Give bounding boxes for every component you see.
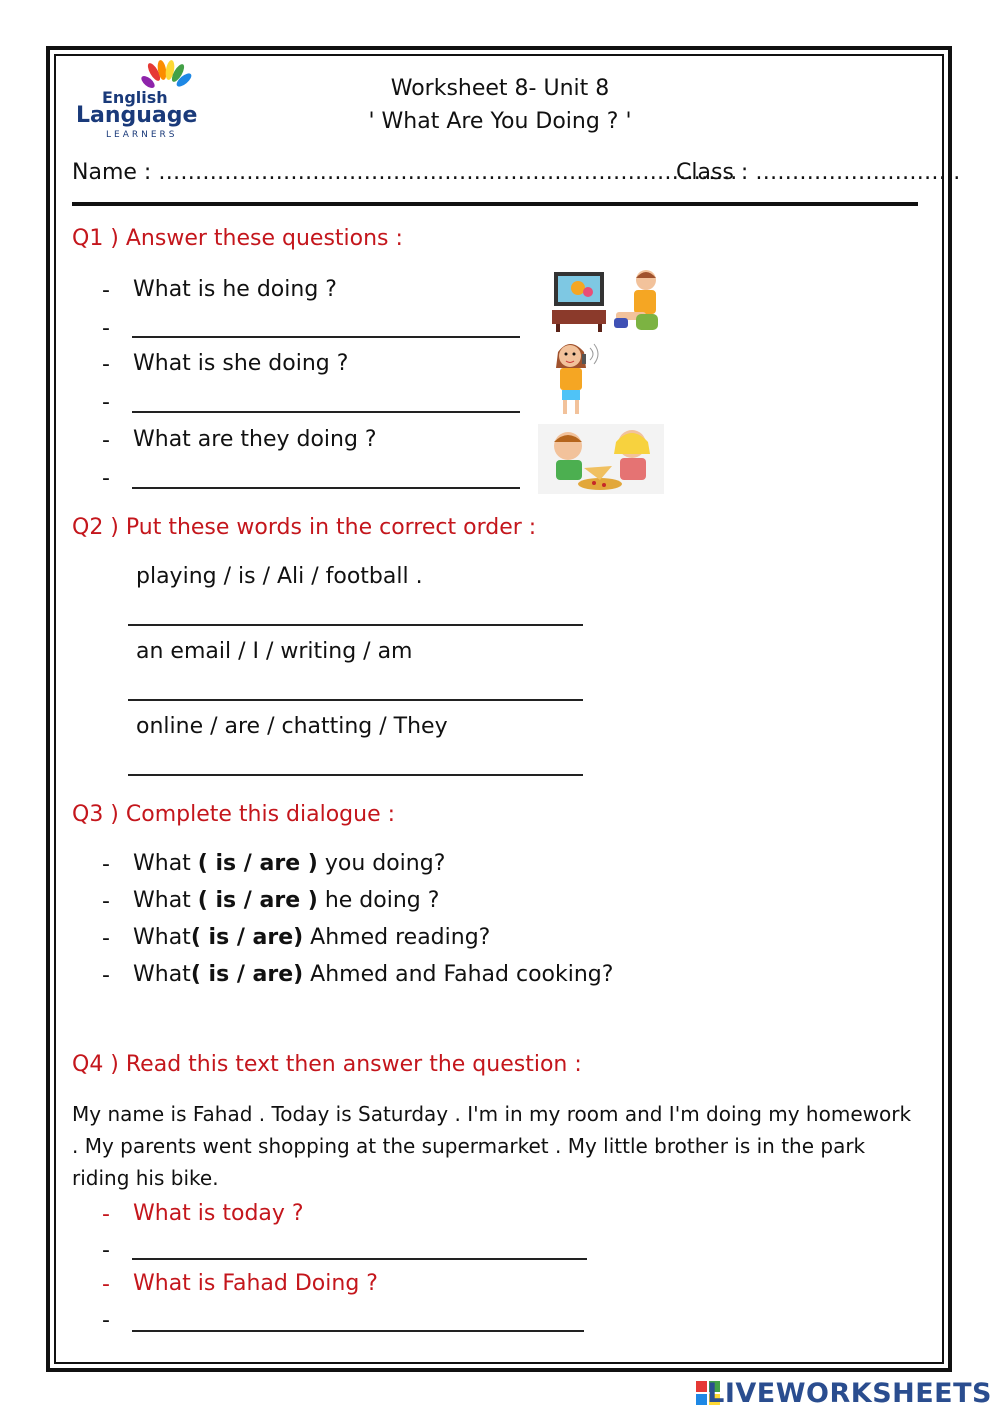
q3-item-2 — [133, 888, 439, 913]
dash: - — [102, 963, 110, 988]
dash: - — [102, 390, 110, 415]
answer-line[interactable] — [132, 411, 520, 413]
class-label: Class : ………………………. — [676, 160, 961, 185]
worksheet-subtitle: ' What Are You Doing ? ' — [368, 109, 632, 134]
answer-line[interactable] — [128, 774, 583, 776]
answer-line[interactable] — [128, 624, 583, 626]
dash: - — [102, 1308, 110, 1333]
q4-question-2: What is Fahad Doing ? — [133, 1271, 378, 1296]
dash: - — [102, 1272, 110, 1297]
q3-heading: Q3 ) Complete this dialogue : — [72, 802, 396, 827]
q3-item-text: Ahmed reading? — [303, 925, 491, 950]
dash: - — [102, 316, 110, 341]
answer-line[interactable] — [128, 699, 583, 701]
dash: - — [102, 889, 110, 914]
answer-line[interactable] — [132, 487, 520, 489]
q2-item-1: playing / is / Ali / football . — [136, 564, 423, 589]
worksheet-title: Worksheet 8- Unit 8 — [390, 76, 610, 101]
header-divider — [72, 202, 918, 206]
q2-item-3: online / are / chatting / They — [136, 714, 448, 739]
q3-choice[interactable]: ( is / are ) — [197, 888, 318, 913]
q1-question-1: What is he doing ? — [133, 277, 337, 302]
logo-line-language: Language — [76, 103, 198, 128]
dash: - — [102, 278, 110, 303]
q3-item-3 — [133, 925, 490, 950]
q3-item-text: What — [133, 925, 191, 950]
dash: - — [102, 352, 110, 377]
reading-passage: My name is Fahad . Today is Saturday . I'm in my room and I'm doing my homework . My parents went shopping at the supermarket . My little brother is in the park riding his bike. — [72, 1102, 912, 1190]
q3-item-text: What — [133, 851, 198, 876]
q3-item-4 — [133, 962, 613, 987]
q3-item-text: Ahmed and Fahad cooking? — [303, 962, 614, 987]
dash: - — [102, 1238, 110, 1263]
kids-eating-pizza-image — [538, 424, 664, 494]
logo-line-english: English — [102, 88, 168, 107]
dash: - — [102, 428, 110, 453]
answer-line[interactable] — [132, 336, 520, 338]
q1-question-3: What are they doing ? — [133, 427, 377, 452]
q4-question-1: What is today ? — [133, 1201, 304, 1226]
answer-line[interactable] — [132, 1258, 587, 1260]
dash: - — [102, 926, 110, 951]
q1-question-2: What is she doing ? — [133, 351, 349, 376]
q3-item-text: he doing ? — [317, 888, 440, 913]
q1-heading: Q1 ) Answer these questions : — [72, 226, 403, 251]
q2-heading: Q2 ) Put these words in the correct order : — [72, 515, 537, 540]
q3-item-text: What — [133, 962, 191, 987]
dash: - — [102, 852, 110, 877]
logo-line-learners: LEARNERS — [106, 130, 178, 140]
q3-choice[interactable]: ( is / are) — [190, 925, 304, 950]
logo — [74, 60, 204, 145]
q3-item-text: you doing? — [317, 851, 446, 876]
q3-choice[interactable]: ( is / are) — [190, 962, 304, 987]
q3-choice[interactable]: ( is / are ) — [197, 851, 318, 876]
q3-item-text: What — [133, 888, 198, 913]
q2-item-2: an email / I / writing / am — [136, 639, 413, 664]
girl-on-phone-image — [548, 338, 610, 416]
dash: - — [102, 1202, 110, 1227]
answer-line[interactable] — [132, 1330, 584, 1332]
name-label: Name : ……………………………………………………………………. — [72, 160, 738, 185]
dash: - — [102, 466, 110, 491]
q4-heading: Q4 ) Read this text then answer the question : — [72, 1052, 582, 1077]
liveworksheets-brand[interactable]: LIVEWORKSHEETS — [707, 1378, 992, 1409]
boy-watching-tv-image — [550, 266, 662, 336]
q3-item-1 — [133, 851, 445, 876]
